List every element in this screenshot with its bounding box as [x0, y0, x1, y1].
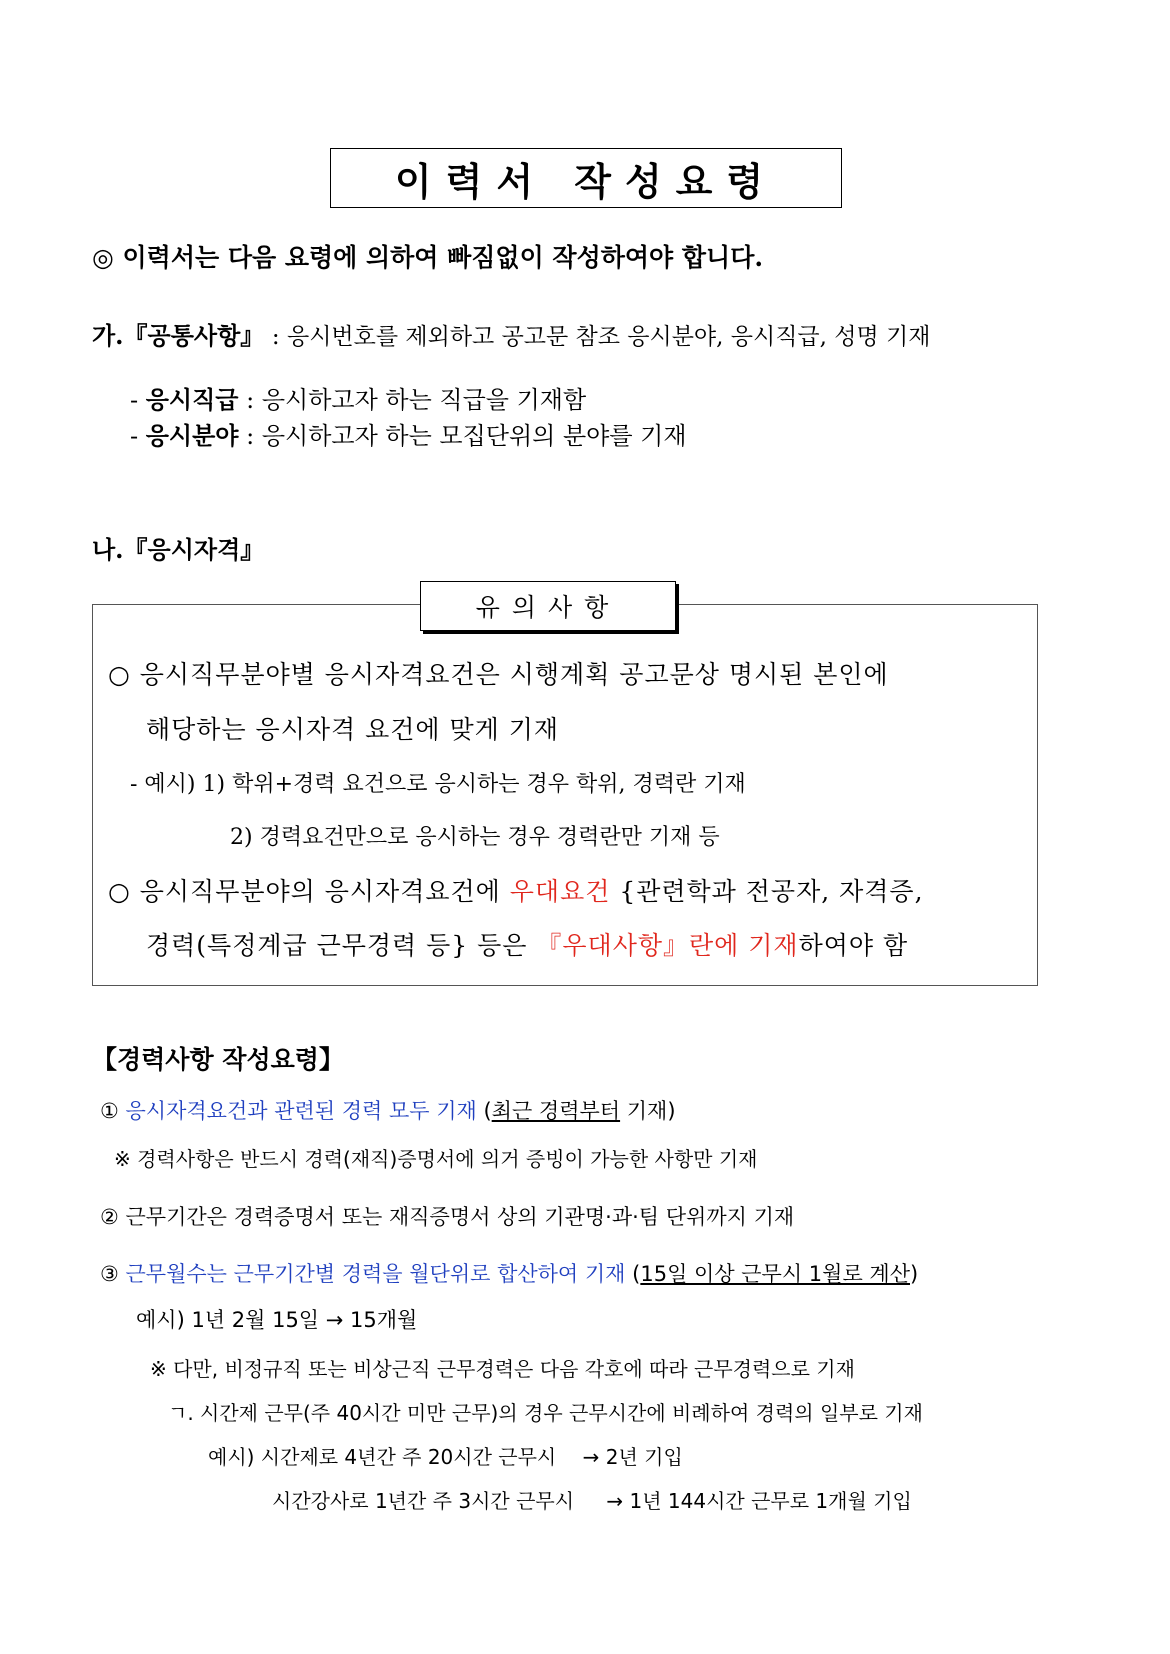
item-text: : 응시하고자 하는 직급을 기재함 [246, 386, 587, 414]
notice-para3-pre: 경력(특정계급 근무경력 등} 등은 [146, 931, 537, 960]
example-2-result: → 1년 144시간 근무로 1개월 기입 [606, 1489, 912, 1513]
career-item-3-underline: 15일 이상 근무시 1월로 계산 [640, 1262, 910, 1286]
career-item-3-example-1 [208, 1441, 683, 1470]
item-number: ③ [100, 1262, 119, 1286]
section-qualification-heading: 나.『응시자격』 [92, 535, 265, 564]
example-1-condition: 예시) 시간제로 4년간 주 20시간 근무시 [208, 1445, 557, 1469]
career-item-3-example-2 [272, 1485, 912, 1514]
career-item-2: ② 근무기간은 경력증명서 또는 재직증명서 상의 기관명·과·팀 단위까지 기재 [100, 1205, 795, 1229]
section-common-desc: : 응시번호를 제외하고 공고문 참조 응시분야, 응시직급, 성명 기재 [271, 324, 931, 350]
item-term: 응시직급 [145, 385, 239, 414]
career-item-3-highlight: 근무월수는 근무기간별 경력을 월단위로 합산하여 기재 [125, 1262, 626, 1286]
career-item-3-note: ※ 다만, 비정규직 또는 비상근직 근무경력은 다음 각호에 따라 근무경력으로 기재 [150, 1357, 855, 1381]
dash-marker: - [130, 386, 139, 414]
notice-label [420, 581, 676, 631]
section-common-heading: 가.『공통사항』 [92, 321, 265, 350]
career-item-3-sub: ㄱ. 시간제 근무(주 40시간 미만 근무)의 경우 근무시간에 비례하여 경력의 일부로 기재 [168, 1401, 923, 1425]
preferred-requirement-highlight: 우대요건 [509, 877, 611, 906]
preferred-section-highlight: 『우대사항』란에 기재 [536, 931, 799, 960]
notice-label-text: 유의사항 [475, 593, 621, 622]
item-text: : 응시하고자 하는 모집단위의 분야를 기재 [246, 422, 687, 450]
career-item-1 [100, 1095, 676, 1125]
notice-para2-pre: ○ 응시직무분야의 응시자격요건에 [108, 877, 510, 906]
document-title-text: 이력서 작성요령 [394, 158, 778, 204]
notice-para1-line1: ○ 응시직무분야별 응시자격요건은 시행계획 공고문상 명시된 본인에 [108, 660, 889, 689]
dash-marker: - [130, 422, 139, 450]
paren-open: ( [625, 1262, 641, 1286]
common-item-grade [130, 380, 586, 415]
paren-open: ( [476, 1099, 492, 1123]
notice-example-1: - 예시) 1) 학위+경력 요건으로 응시하는 경우 학위, 경력란 기재 [130, 772, 746, 797]
item-term: 응시분야 [145, 421, 239, 450]
career-item-1-underline: 최근 경력부터 [491, 1099, 621, 1123]
notice-para3 [146, 926, 908, 962]
item-number: ① [100, 1099, 119, 1123]
intro-text: ◎ 이력서는 다음 요령에 의하여 빠짐없이 작성하여야 합니다. [92, 243, 764, 272]
career-item-1-highlight: 응시자격요건과 관련된 경력 모두 기재 [125, 1099, 477, 1123]
notice-para1-line2: 해당하는 응시자격 요건에 맞게 기재 [146, 715, 560, 744]
notice-example-2: 2) 경력요건만으로 응시하는 경우 경력란만 기재 등 [230, 825, 720, 850]
notice-para2 [108, 872, 924, 908]
document-title [330, 148, 842, 208]
section-qualification [92, 530, 264, 565]
paren-close: ) [910, 1262, 919, 1286]
common-item-field [130, 416, 687, 451]
notice-para2-post: {관련학과 전공자, 자격증, [610, 877, 924, 906]
paren-close: 기재) [620, 1099, 676, 1123]
career-heading: 【경력사항 작성요령】 [92, 1045, 344, 1074]
notice-para3-post: 하여야 함 [798, 931, 909, 960]
career-item-3-example: 예시) 1년 2월 15일 → 15개월 [136, 1308, 418, 1332]
example-1-result: → 2년 기입 [582, 1445, 683, 1469]
section-common [92, 316, 930, 351]
career-item-3 [100, 1258, 918, 1288]
career-item-1-note: ※ 경력사항은 반드시 경력(재직)증명서에 의거 증빙이 가능한 사항만 기재 [114, 1147, 758, 1171]
example-2-condition: 시간강사로 1년간 주 3시간 근무시 [272, 1489, 575, 1513]
